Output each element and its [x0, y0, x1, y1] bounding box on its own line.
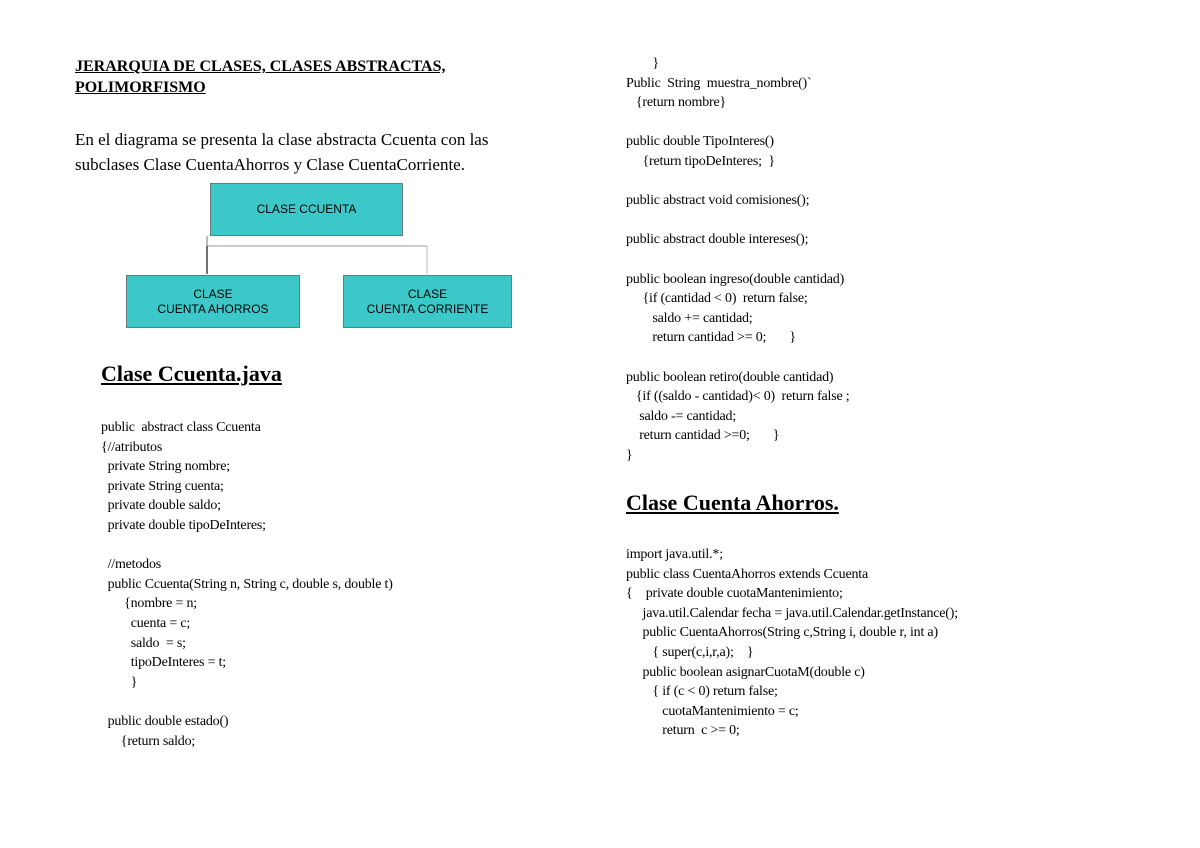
- code-line: import java.util.*;: [626, 547, 723, 562]
- code-block-ccuenta: [101, 418, 393, 751]
- code-line: [101, 536, 393, 556]
- code-line: {//atributos: [101, 439, 163, 455]
- code-line: }: [101, 674, 138, 690]
- code-line: //metodos: [101, 557, 162, 573]
- code-line: public boolean retiro(double cantidad): [626, 369, 834, 385]
- left-box-line-1: CLASE: [193, 286, 233, 301]
- code-line: [626, 113, 850, 133]
- code-line: public Ccuenta(String n, String c, double s, double t): [101, 576, 393, 592]
- code-line: public abstract double intereses();: [626, 232, 809, 248]
- code-line: public double TipoInteres(): [626, 134, 774, 150]
- right-box-line-1: CLASE: [407, 286, 448, 301]
- code-line: saldo = s;: [101, 635, 186, 651]
- code-line: saldo -= cantidad;: [626, 408, 737, 424]
- code-line: public abstract void comisiones();: [626, 193, 810, 209]
- code-line: public boolean asignarCuotaM(double c): [626, 664, 865, 680]
- code-line: {return tipoDeInteres; }: [626, 153, 775, 169]
- diagram-root-box: [210, 183, 403, 236]
- code-block-ccuenta-continued: [626, 54, 850, 465]
- code-line: private double tipoDeInteres;: [101, 517, 266, 533]
- code-line: {if ((saldo - cantidad)< 0) return false ;: [626, 389, 850, 405]
- code-line: {nombre = n;: [101, 596, 197, 612]
- code-line: [626, 250, 850, 270]
- code-line: private String nombre;: [101, 459, 230, 475]
- diagram-left-box: [126, 275, 300, 328]
- code-block-cuenta-ahorros: [626, 545, 958, 741]
- code-line: public double estado(): [101, 713, 229, 729]
- code-line: [626, 211, 850, 231]
- code-line: cuotaMantenimiento = c;: [626, 703, 799, 719]
- code-line: saldo += cantidad;: [626, 310, 753, 326]
- code-line: [626, 348, 850, 368]
- code-line: Public String muestra_nombre()`: [626, 75, 812, 91]
- section-title-cuenta-ahorros: Clase Cuenta Ahorros.: [626, 490, 839, 515]
- code-line: private double saldo;: [101, 498, 221, 514]
- code-line: java.util.Calendar fecha = java.util.Calendar.getInstance();: [626, 605, 958, 621]
- code-line: [626, 172, 850, 192]
- right-box-line-2: CUENTA CORRIENTE: [366, 301, 489, 316]
- document-heading: [75, 56, 575, 98]
- code-line: }: [626, 447, 633, 463]
- code-line: public boolean ingreso(double cantidad): [626, 271, 845, 287]
- heading-line-1: JERARQUIA DE CLASES, CLASES ABSTRACTAS,: [75, 58, 446, 75]
- code-line: return cantidad >= 0; }: [626, 330, 796, 346]
- intro-paragraph: [75, 127, 585, 177]
- code-line: public class CuentaAhorros extends Ccuenta: [626, 566, 868, 582]
- section-title-ccuenta: Clase Ccuenta.java: [101, 361, 282, 386]
- class-hierarchy-diagram: [125, 180, 515, 330]
- code-line: tipoDeInteres = t;: [101, 655, 226, 671]
- heading-line-2: POLIMORFISMO: [75, 79, 206, 96]
- code-line: { if (c < 0) return false;: [626, 684, 778, 700]
- code-line: [101, 692, 393, 712]
- code-line: {return saldo;: [101, 733, 196, 749]
- root-class-label: CLASE CCUENTA: [256, 202, 357, 216]
- code-line: public CuentaAhorros(String c,String i, double r, int a): [626, 625, 938, 641]
- intro-line-1: En el diagrama se presenta la clase abstracta Ccuenta con las: [75, 130, 489, 149]
- code-line: }: [626, 56, 659, 71]
- left-box-line-2: CUENTA AHORROS: [157, 301, 269, 316]
- code-line: { private double cuotaMantenimiento;: [626, 586, 843, 602]
- code-line: {return nombre}: [626, 95, 727, 111]
- code-line: public abstract class Ccuenta: [101, 420, 261, 435]
- code-line: return c >= 0;: [626, 723, 740, 739]
- diagram-right-box: [343, 275, 512, 328]
- code-line: private String cuenta;: [101, 478, 224, 494]
- code-line: return cantidad >=0; }: [626, 428, 780, 444]
- code-line: {if (cantidad < 0) return false;: [626, 291, 808, 307]
- code-line: { super(c,i,r,a); }: [626, 644, 754, 660]
- code-line: cuenta = c;: [101, 615, 191, 631]
- intro-line-2: subclases Clase CuentaAhorros y Clase CuentaCorriente.: [75, 155, 465, 174]
